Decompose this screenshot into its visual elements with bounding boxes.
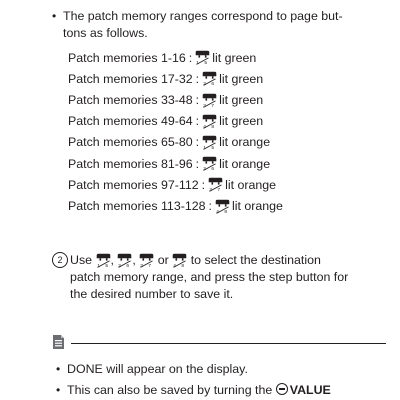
range-separator: : [188,50,193,65]
note-text [67,382,331,399]
bullet: • [56,362,61,376]
range-label: Patch memories 65-80 [68,135,193,150]
svg-text:1: 1 [96,264,100,269]
note-divider [71,343,386,344]
step-comma: , [110,253,114,267]
note-icon [52,334,65,353]
range-separator: : [208,198,212,213]
svg-text:8: 8 [211,124,215,129]
page-button-icon [215,198,230,213]
range-separator: : [201,177,206,192]
step-text [70,252,392,303]
svg-text:4: 4 [216,209,219,214]
range-separator: : [195,114,200,129]
notes-list [56,361,386,400]
range-color: lit green [219,114,264,129]
svg-text:5: 5 [211,146,215,150]
note-item [56,361,386,378]
range-label: Patch memories 17-32 [68,71,193,86]
intro-bullet-item [52,8,352,42]
svg-text:5: 5 [204,61,208,66]
page-button-icon [172,253,187,267]
svg-text:7: 7 [217,188,221,193]
svg-text:8: 8 [224,209,228,214]
page-button-icon [195,50,210,65]
range-row [68,47,348,68]
page-button-icon [202,135,217,150]
value-knob-icon [276,383,288,395]
svg-text:1: 1 [203,146,206,150]
svg-text:3: 3 [209,188,212,193]
step-line1-tail: to select the destination [190,253,321,267]
range-color: lit green [219,92,264,107]
step-line3: the desired number to save it. [70,287,234,301]
intro-paragraph [52,8,352,42]
svg-text:6: 6 [211,167,215,172]
bullet: • [56,383,61,397]
range-row [68,195,348,216]
note-header [52,333,386,353]
svg-text:3: 3 [203,103,206,108]
page-button-icon [202,92,217,107]
range-row [68,68,348,89]
value-label: VALUE [289,383,331,397]
range-row [68,132,348,153]
svg-text:2: 2 [203,82,206,87]
svg-text:4: 4 [203,124,206,129]
note-text-before: This can also be saved by turning the [67,383,273,397]
svg-text:7: 7 [211,103,215,108]
svg-text:7: 7 [148,264,152,269]
range-color: lit green [219,71,264,86]
svg-text:4: 4 [173,264,177,269]
range-separator: : [195,135,200,150]
range-row [68,174,348,195]
page-button-icon [208,177,223,192]
range-color: lit orange [219,135,271,150]
svg-text:6: 6 [211,82,215,87]
range-separator: : [195,71,200,86]
svg-text:2: 2 [118,264,122,269]
range-label: Patch memories 81-96 [68,156,193,171]
step-comma: , [132,253,136,267]
intro-text-line2: tons as follows. [63,26,148,40]
range-color: lit orange [225,177,277,192]
range-label: Patch memories 33-48 [68,92,193,107]
note-item [56,382,386,399]
svg-text:5: 5 [104,264,108,269]
svg-text:6: 6 [126,264,130,269]
range-color: lit orange [219,156,271,171]
step-or: or [157,253,169,267]
range-separator: : [195,156,200,171]
svg-text:2: 2 [203,167,206,172]
page-button-icon [139,253,154,267]
step-number: 2 [52,252,68,268]
range-label: Patch memories 49-64 [68,114,193,129]
range-row [68,111,348,132]
range-row [68,89,348,110]
page-button-icon [96,253,111,267]
range-label: Patch memories 113-128 [68,198,206,213]
note-text: DONE will appear on the display. [67,362,248,376]
page-button-icon [202,71,217,86]
page-button-icon [202,114,217,129]
range-color: lit orange [231,198,283,213]
range-separator: : [195,92,200,107]
intro-text [63,8,343,42]
svg-text:8: 8 [181,264,185,269]
step-line2: patch memory range, and press the step button for [70,270,349,284]
bullet: • [52,9,57,23]
step-line1 [70,252,392,269]
svg-text:1: 1 [196,61,200,66]
svg-text:3: 3 [140,264,144,269]
step-2 [52,252,392,303]
step-use: Use [70,253,93,267]
page-button-icon [202,156,217,171]
intro-text-line1: The patch memory ranges correspond to page but- [63,9,343,23]
range-list [68,47,348,217]
range-color: lit green [212,50,257,65]
range-label: Patch memories 97-112 [68,177,199,192]
page-button-icon [117,253,132,267]
range-label: Patch memories 1-16 [68,50,186,65]
range-row [68,153,348,174]
